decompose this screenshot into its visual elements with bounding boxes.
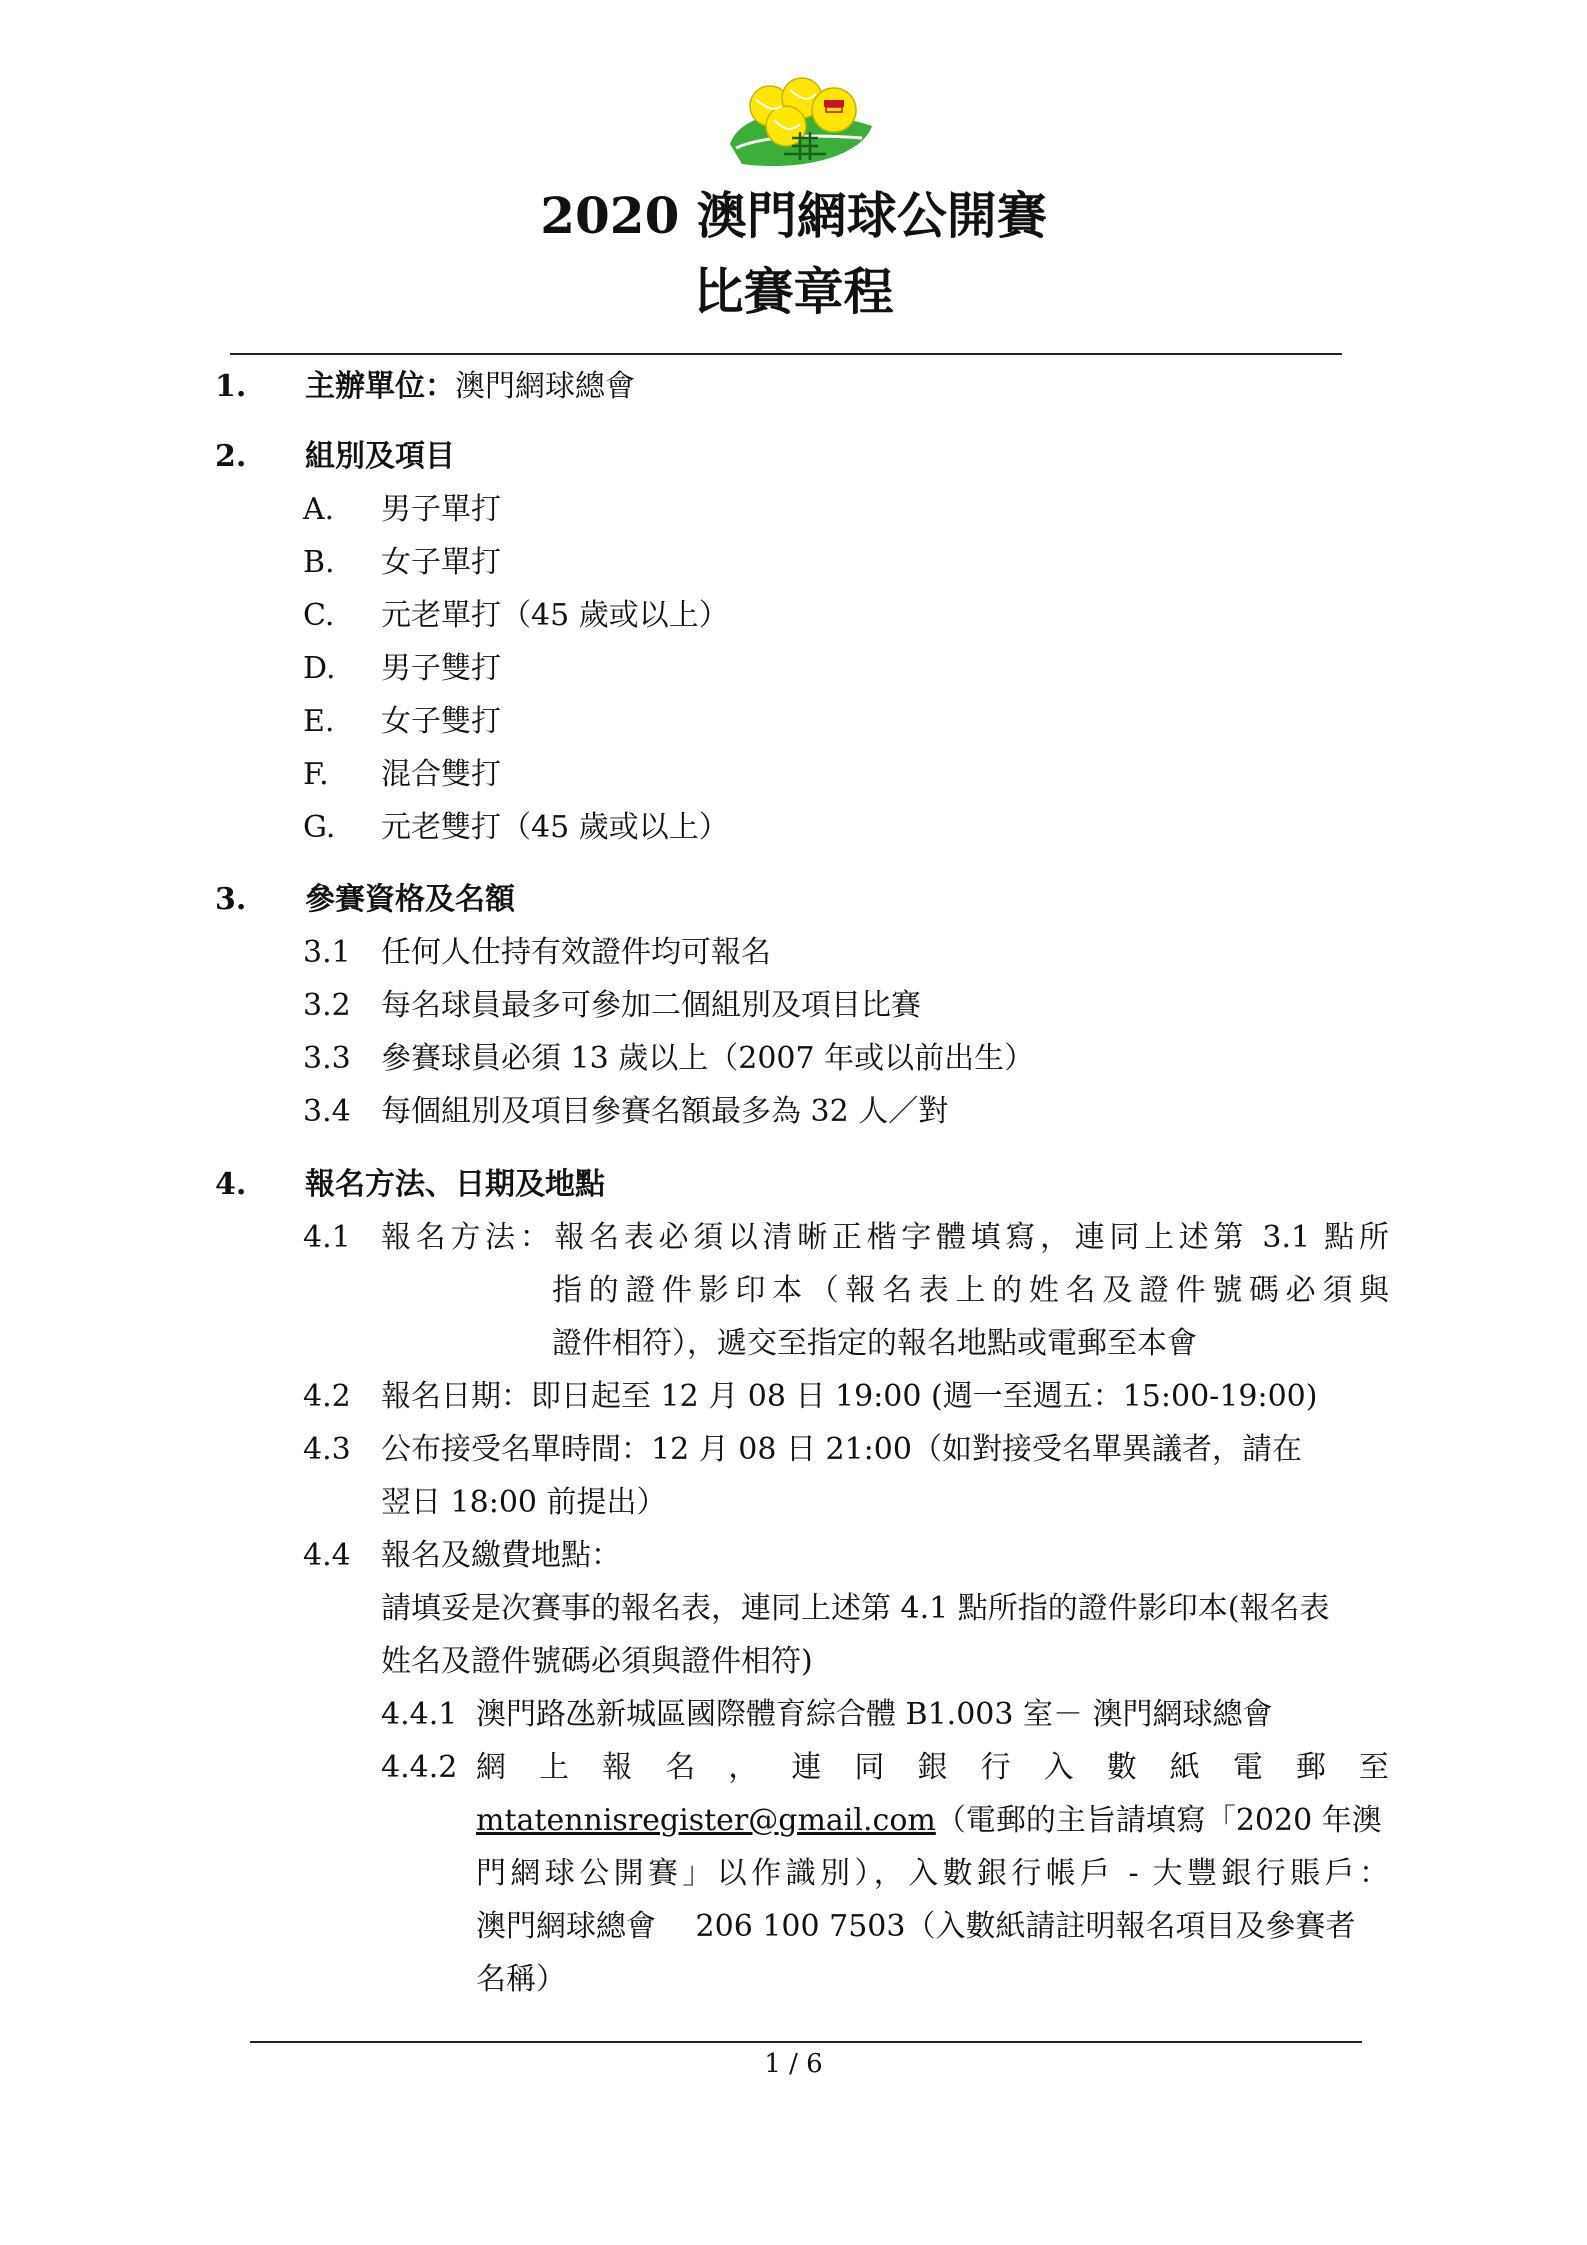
item-text-line: 指的證件影印本（報名表上的姓名及證件號碼必須與 (552, 1273, 1389, 1308)
item-label: 4.1 (303, 1220, 351, 1255)
section-title: 組別及項目 (305, 439, 455, 474)
item-text: 參賽球員必須 13 歲以上（2007 年或以前出生） (381, 1041, 1035, 1076)
item-text-line: 證件相符），遞交至指定的報名地點或電郵至本會 (552, 1326, 1197, 1361)
email-subject-note: （電郵的主旨請填寫「2020 年澳 (935, 1803, 1382, 1838)
item-text-line: 門網球公開賽」以作識別），入數銀行帳戶 - 大豐銀行賬戶： (476, 1856, 1389, 1891)
item-text-line: 姓名及證件號碼必須與證件相符) (381, 1644, 813, 1679)
item-text: 每名球員最多可參加二個組別及項目比賽 (381, 988, 921, 1023)
item-label: 4.2 (303, 1379, 351, 1414)
item-text: 報名日期：即日起至 12 月 08 日 19:00 (週一至週五：15:00-19:00) (381, 1379, 1318, 1414)
document-title: 2020 澳門網球公開賽 (540, 186, 1047, 245)
item-label: A. (303, 492, 335, 527)
organizer-label: 主辦單位： (305, 369, 455, 404)
footer-divider (250, 2041, 1362, 2043)
section-title: 報名方法、日期及地點 (305, 1167, 605, 1202)
item-label: 4.4 (303, 1538, 351, 1573)
section-1-label (305, 367, 635, 407)
item-text: 元老雙打（45 歲或以上） (381, 810, 729, 845)
document-subtitle: 比賽章程 (693, 262, 894, 321)
item-label: 4.4.2 (381, 1750, 458, 1785)
section-number: 2. (215, 439, 247, 474)
item-text: 元老單打（45 歲或以上） (381, 598, 729, 633)
item-text: 每個組別及項目參賽名額最多為 32 人／對 (381, 1094, 949, 1129)
item-text-line: 請填妥是次賽事的報名表，連同上述第 4.1 點所指的證件影印本(報名表 (381, 1591, 1330, 1626)
page-number: 1 / 6 (764, 2049, 823, 2079)
item-label: G. (303, 810, 336, 845)
organizer-value: 澳門網球總會 (455, 369, 635, 404)
item-text-line: 翌日 18:00 前提出） (381, 1485, 667, 1520)
item-label: E. (303, 704, 335, 739)
item-text: 混合雙打 (381, 757, 501, 792)
item-text: 任何人仕持有效證件均可報名 (381, 935, 771, 970)
item-text: 男子單打 (381, 492, 501, 527)
item-text: 女子單打 (381, 545, 501, 580)
item-label: 3.3 (303, 1041, 351, 1076)
item-text: 女子雙打 (381, 704, 501, 739)
item-label: B. (303, 545, 335, 580)
item-label: 3.1 (303, 935, 351, 970)
item-text-line: 名稱） (476, 1962, 566, 1997)
item-text: 報名及繳費地點： (381, 1538, 621, 1573)
item-label: 4.3 (303, 1432, 351, 1467)
item-label: F. (303, 757, 329, 792)
item-label: 4.4.1 (381, 1697, 458, 1732)
item-label: C. (303, 598, 335, 633)
item-text-line: 澳門網球總會 206 100 7503（入數紙請註明報名項目及參賽者 (476, 1909, 1356, 1944)
item-text: 澳門路氹新城區國際體育綜合體 B1.003 室－ 澳門網球總會 (476, 1697, 1273, 1732)
item-text: 男子雙打 (381, 651, 501, 686)
item-label: D. (303, 651, 336, 686)
section-number: 1. (215, 369, 247, 404)
item-text-line: 網 上 報 名 ， 連 同 銀 行 入 數 紙 電 郵 至 (476, 1750, 1389, 1785)
item-label: 3.2 (303, 988, 351, 1023)
section-number: 3. (215, 882, 247, 917)
item-label: 3.4 (303, 1094, 351, 1129)
registration-email-link[interactable]: mtatennisregister@gmail.com (476, 1803, 936, 1838)
item-text-line (476, 1801, 1389, 1841)
section-title: 參賽資格及名額 (305, 882, 515, 917)
item-text-line: 公布接受名單時間：12 月 08 日 21:00（如對接受名單異議者，請在 (381, 1432, 1302, 1467)
item-text-line: 報名方法：報名表必須以清晰正楷字體填寫，連同上述第 3.1 點所 (381, 1220, 1389, 1255)
section-number: 4. (215, 1167, 247, 1202)
